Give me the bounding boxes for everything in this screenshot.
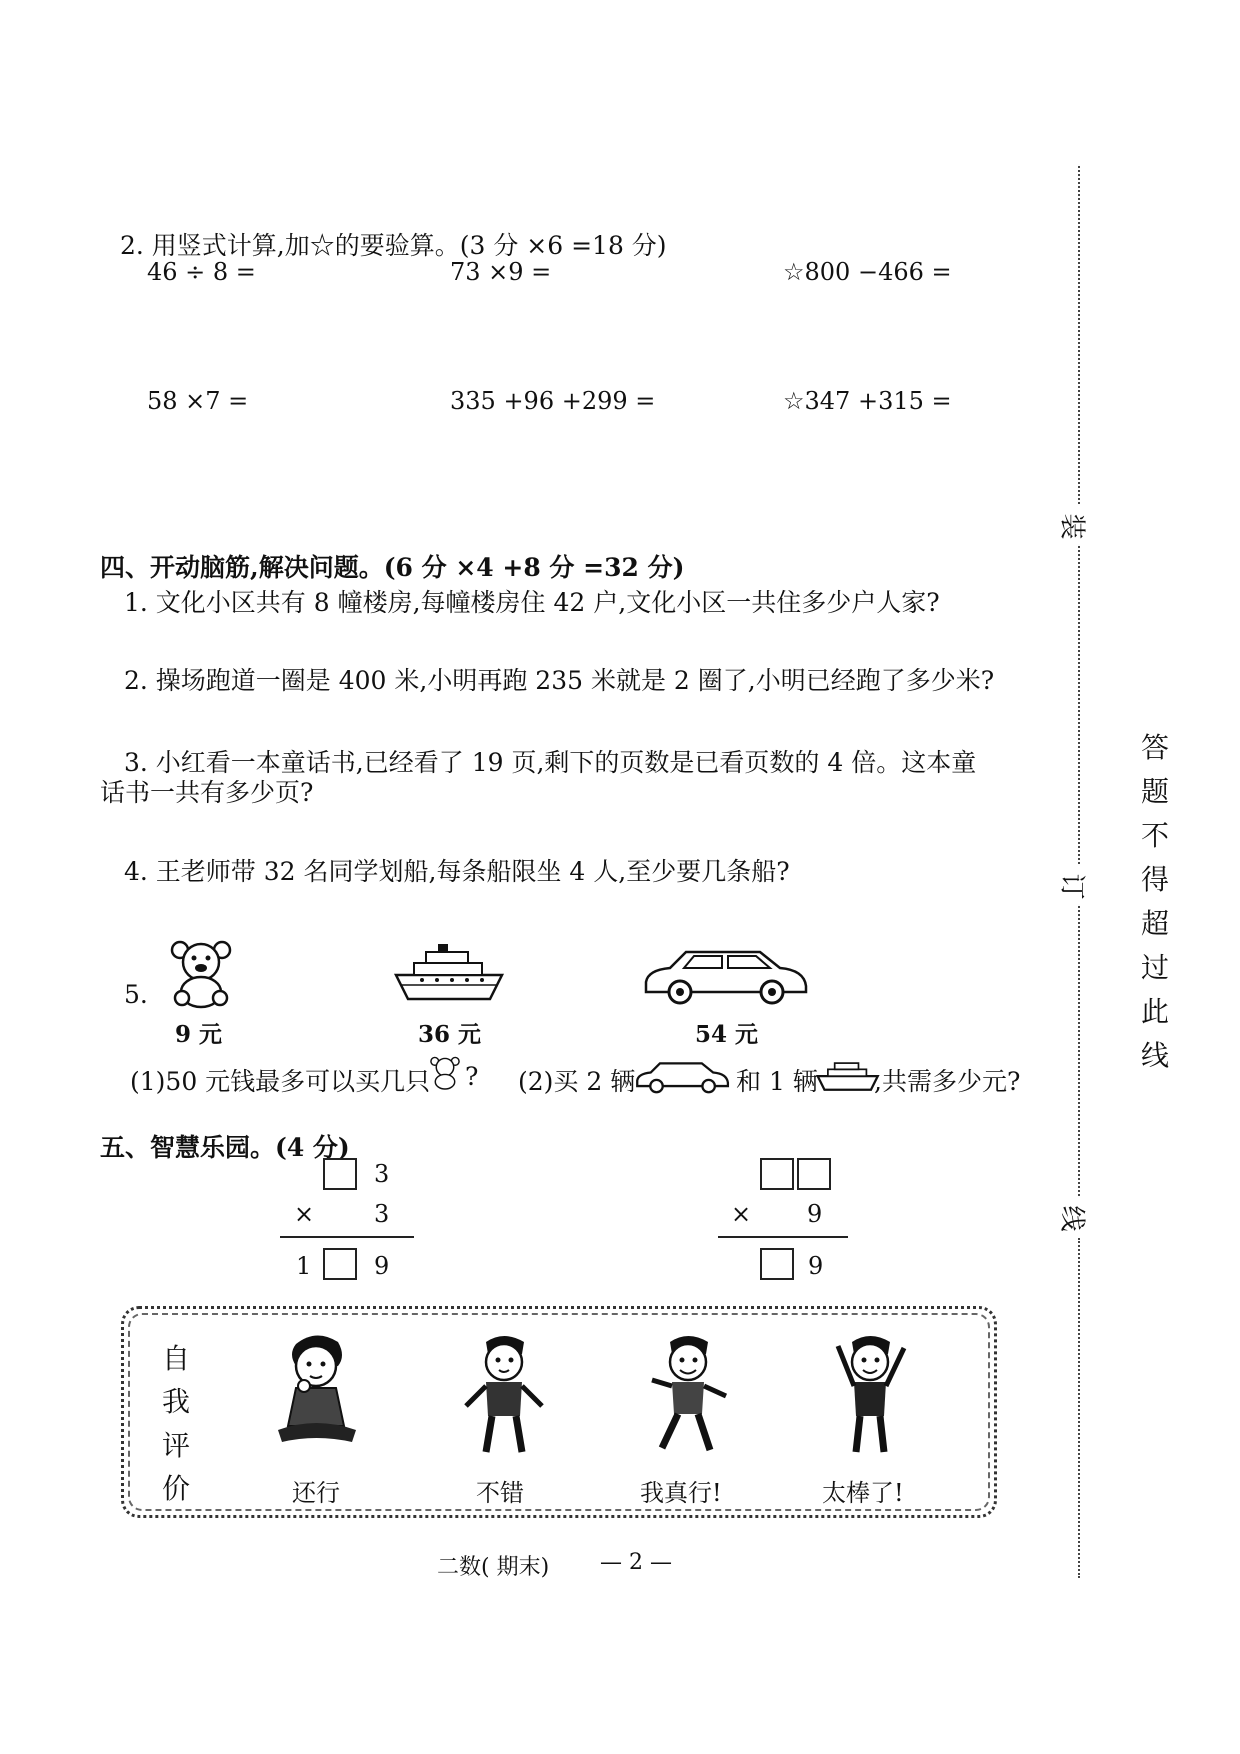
question-1: 1. 文化小区共有 8 幢楼房,每幢楼房住 42 户,文化小区一共住多少户人家? [124,588,940,617]
binding-line-seg4 [1078,1238,1080,1578]
question-3-line1: 3. 小红看一本童话书,已经看了 19 页,剩下的页数是已看页数的 4 倍。这本童 [124,748,977,777]
puzzle2-rule [718,1236,848,1238]
rating-great: 我真行! [640,1479,722,1507]
question-5-number: 5. [124,980,148,1009]
puzzle1-top-digit: 3 [374,1160,390,1188]
question-5-part1: (1)50 元钱最多可以买几只 [130,1067,431,1096]
car-icon [640,946,810,1006]
small-teddy-bear-icon [428,1054,462,1092]
notice-char-3: 不 [1140,819,1169,852]
puzzle2-times-sign: × [731,1200,752,1228]
small-ship-icon [815,1058,881,1092]
notice-char-8: 线 [1140,1039,1169,1072]
notice-char-2: 题 [1140,775,1169,808]
puzzle2-result-end: 9 [808,1252,824,1280]
puzzle1-times-sign: × [294,1200,315,1228]
self-eval-label-1: 自 [162,1342,191,1375]
binding-mark-ding: 订 [1056,873,1087,900]
puzzle1-blank-top[interactable] [323,1158,357,1190]
cartoon-boy-thinking-icon [268,1330,364,1460]
question-5-part2-a: (2)买 2 辆 [518,1067,636,1096]
section2-title: 2. 用竖式计算,加☆的要验算。(3 分 ×6 =18 分) [120,231,667,260]
notice-char-6: 过 [1140,951,1169,984]
teddy-bear-icon [166,938,236,1010]
puzzle1-multiplier: 3 [374,1200,390,1228]
section4-title: 四、开动脑筋,解决问题。(6 分 ×4 +8 分 =32 分) [100,553,685,582]
question-5-part2-b: 和 1 辆 [736,1067,818,1096]
calc-347-plus-315: ☆347 +315 = [783,387,952,415]
cartoon-boy-cheering-icon [822,1326,918,1460]
puzzle1-result-lead: 1 [296,1252,312,1280]
price-ship: 36 元 [418,1021,482,1048]
cartoon-boy-dancing-icon [640,1330,736,1460]
ship-icon [392,943,507,1003]
calc-335-96-299: 335 +96 +299 = [450,387,656,415]
puzzle2-blank-result[interactable] [760,1248,794,1280]
notice-char-7: 此 [1140,995,1169,1028]
puzzle1-rule [280,1236,414,1238]
notice-char-4: 得 [1140,863,1169,896]
section5-title: 五、智慧乐园。(4 分) [100,1133,350,1162]
rating-ok: 还行 [292,1479,340,1507]
rating-good: 不错 [476,1479,524,1507]
puzzle1-result-end: 9 [374,1252,390,1280]
calc-46-div-8: 46 ÷ 8 = [147,258,256,286]
price-car: 54 元 [695,1021,759,1048]
binding-mark-zhuang: 装 [1056,513,1087,540]
price-bear: 9 元 [175,1021,223,1048]
binding-line-seg3 [1078,906,1080,1196]
puzzle1-blank-result[interactable] [323,1248,357,1280]
binding-mark-xian: 线 [1056,1205,1087,1232]
question-2: 2. 操场跑道一圈是 400 米,小明再跑 235 米就是 2 圈了,小明已经跑了多少米? [124,666,995,695]
rating-excellent: 太棒了! [822,1479,904,1507]
notice-char-5: 超 [1140,907,1169,940]
puzzle2-blank-ones[interactable] [797,1158,831,1190]
calc-73-times-9: 73 ×9 = [450,258,552,286]
calc-58-times-7: 58 ×7 = [147,387,249,415]
self-eval-label-2: 我 [162,1385,191,1418]
question-3-line2: 话书一共有多少页? [100,778,314,807]
question-5-part1-end: ? [465,1062,479,1091]
footer-subject: 二数( 期末) [437,1555,550,1580]
question-5-part2-c: ,共需多少元? [874,1067,1021,1096]
self-eval-label-3: 评 [162,1429,191,1462]
notice-char-1: 答 [1140,731,1169,764]
cartoon-boy-standing-icon [456,1330,552,1460]
self-eval-label-4: 价 [162,1472,191,1505]
binding-line-seg1 [1078,166,1080,504]
binding-line-seg2 [1078,546,1080,864]
calc-800-minus-466: ☆800 −466 = [783,258,952,286]
footer-page-number: — 2 — [600,1550,672,1575]
puzzle2-multiplier: 9 [807,1200,823,1228]
small-car-icon [632,1060,732,1094]
question-4: 4. 王老师带 32 名同学划船,每条船限坐 4 人,至少要几条船? [124,857,790,886]
puzzle2-blank-tens[interactable] [760,1158,794,1190]
